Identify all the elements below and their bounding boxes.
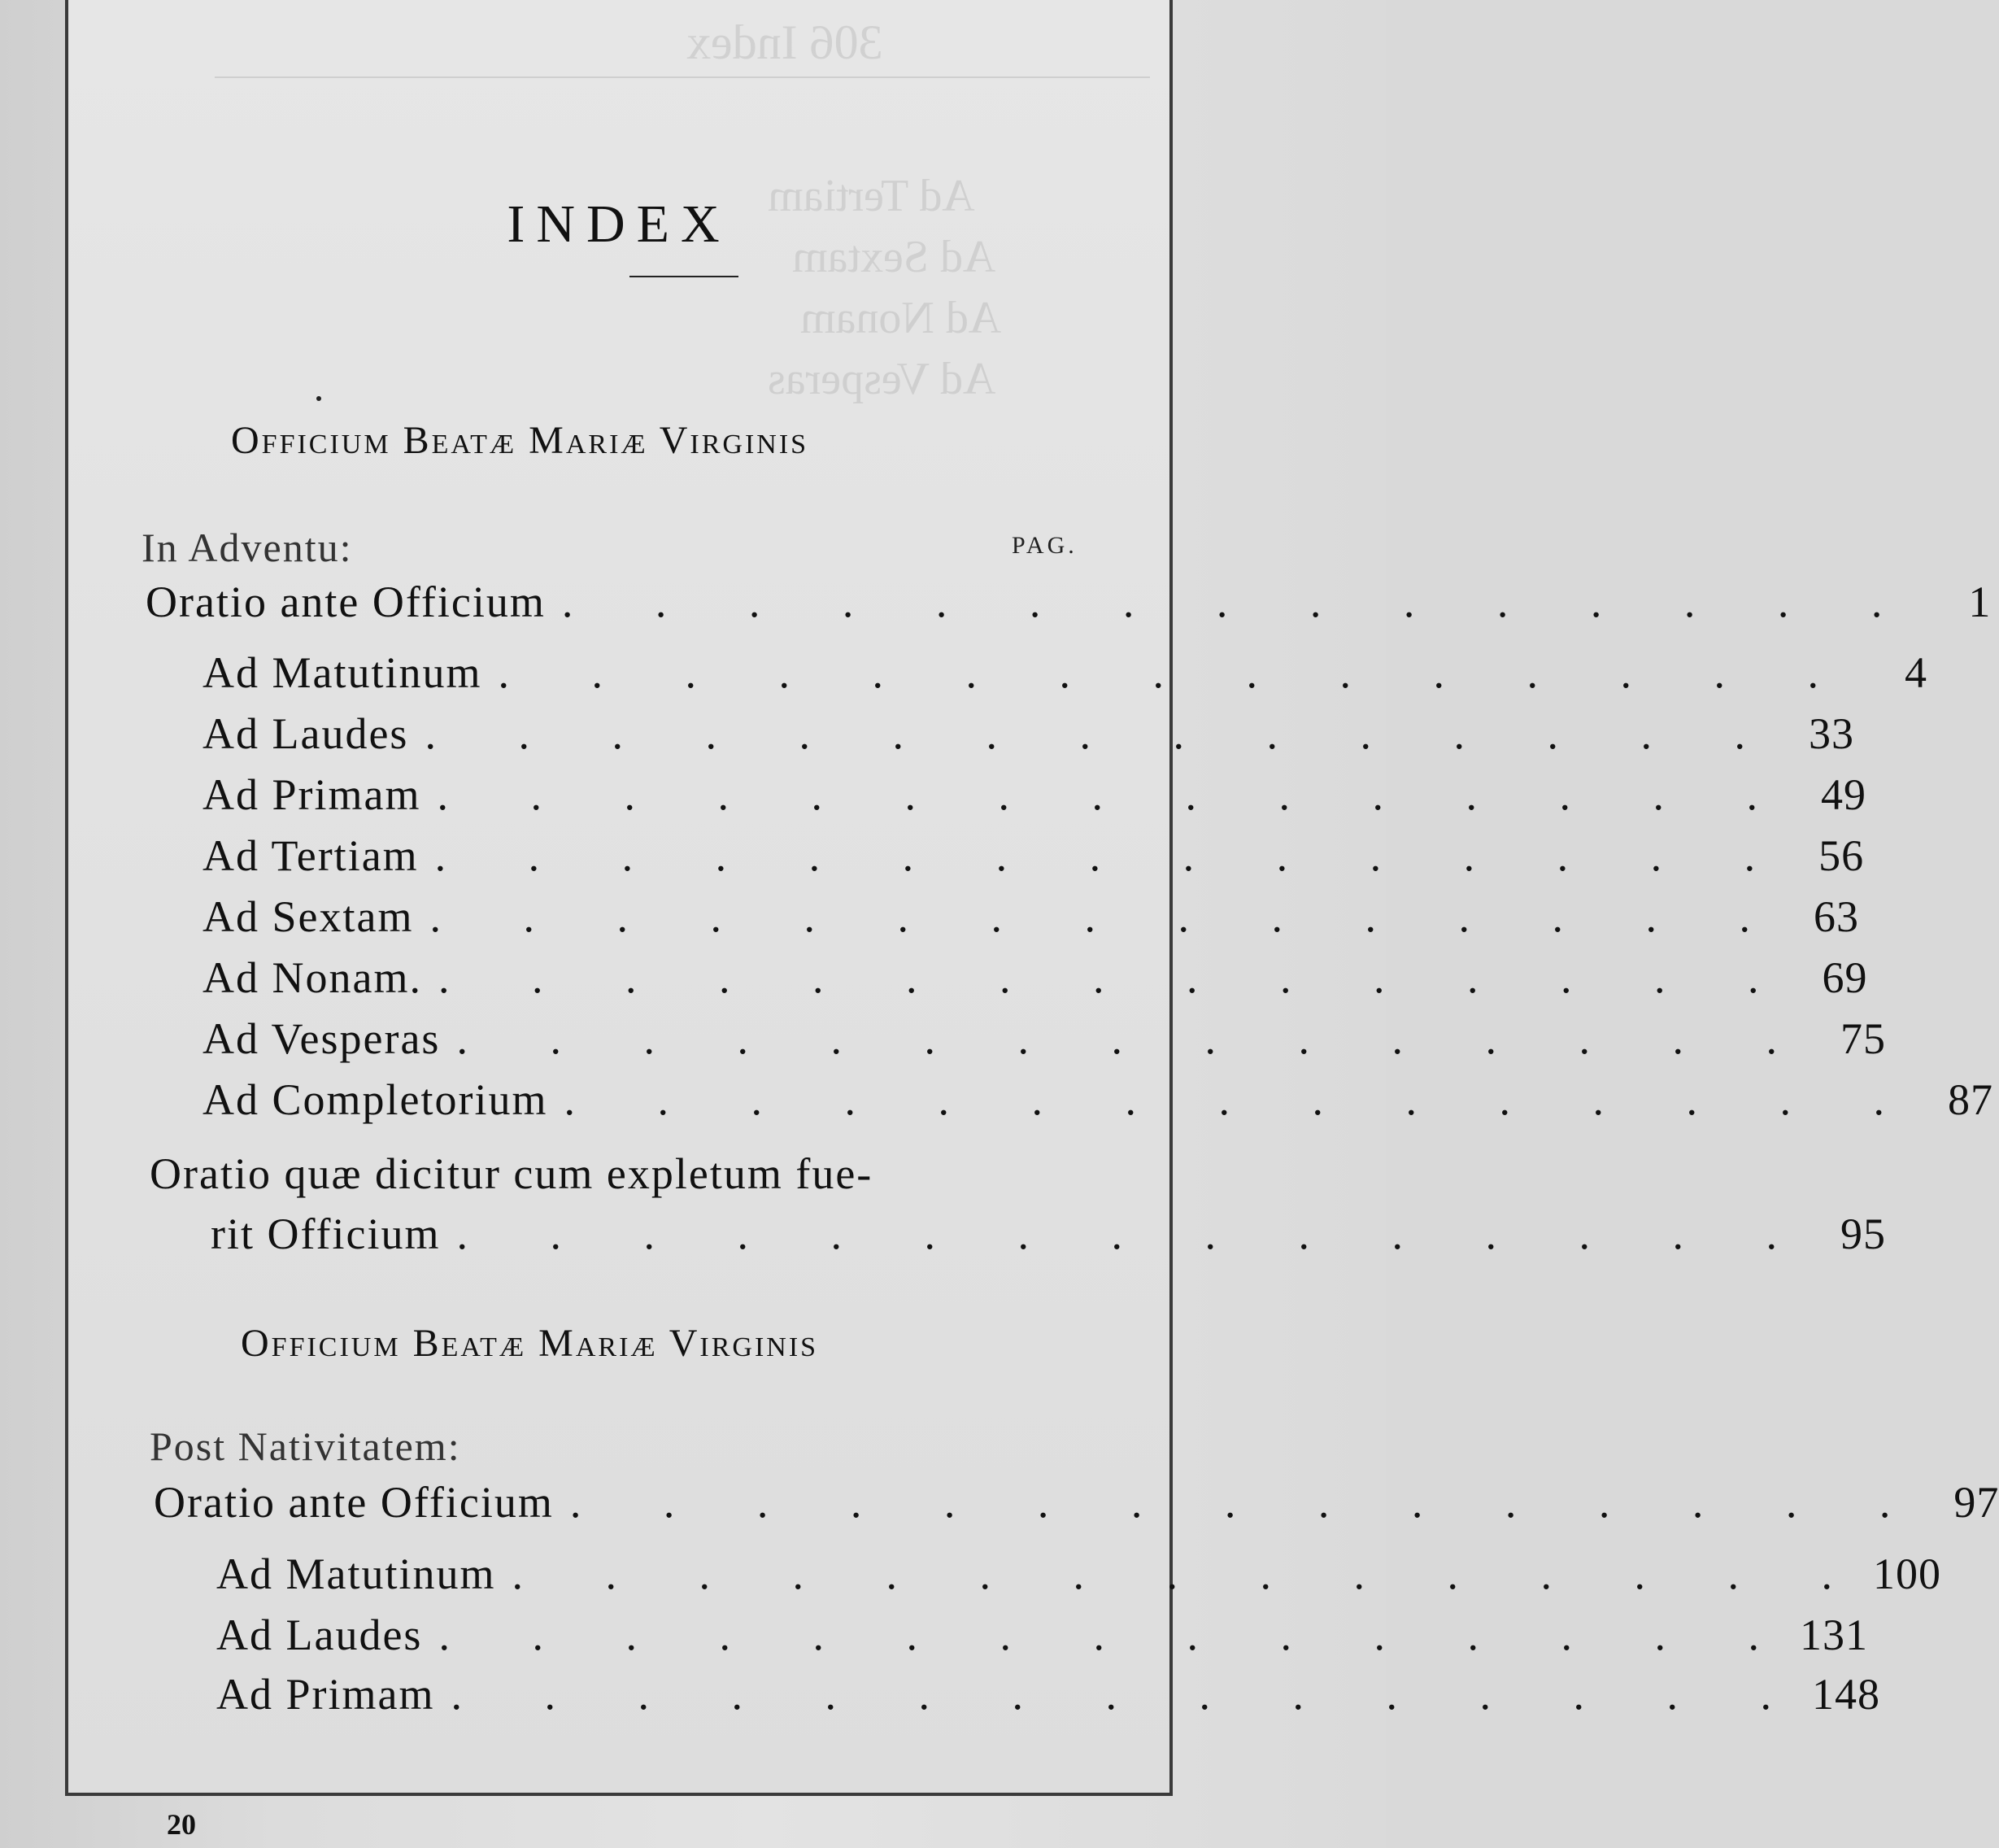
book-page <box>65 0 1999 1796</box>
leader-dots: . . . . . . . . . . . . . . . <box>564 1075 1920 1124</box>
show-through-line: Ad Nonam <box>800 293 1002 343</box>
show-through-running-head <box>215 11 1150 78</box>
entry-page: 87 <box>1947 1075 1993 1124</box>
entry-page: 97 <box>1953 1478 1999 1527</box>
entry-page: 56 <box>1818 831 1865 880</box>
entry-page: 4 <box>1905 648 1927 697</box>
entry-title: Ad Laudes <box>216 1610 423 1659</box>
leader-dots: . . . . . . . . . . . . . . . <box>456 1209 1813 1258</box>
entry-page: 95 <box>1840 1209 1886 1258</box>
subheading-post-nativitatem: Post Nativitatem: <box>150 1423 461 1469</box>
entry-page: 33 <box>1808 709 1854 758</box>
leader-dots: . . . . . . . . . . . . . . . <box>456 1014 1813 1063</box>
index-entry <box>146 577 1992 627</box>
index-entry <box>203 647 1927 698</box>
entry-title: Ad Matutinum <box>203 648 482 697</box>
index-entry <box>216 1669 1880 1719</box>
entry-title: Oratio ante Officium <box>146 578 546 626</box>
index-entry <box>203 830 1865 881</box>
entry-page: 148 <box>1812 1670 1880 1719</box>
index-entry <box>216 1549 1941 1599</box>
index-entry <box>203 769 1866 820</box>
entry-title: Ad Nonam. <box>203 953 422 1002</box>
show-through-head-text: 306 Index <box>686 15 883 69</box>
leader-dots: . . . . . . . . . . . . . . . <box>569 1478 1927 1527</box>
entry-page: 75 <box>1840 1014 1886 1063</box>
entry-title: Ad Vesperas <box>203 1014 441 1063</box>
entry-title: Ad Tertiam <box>203 831 419 880</box>
entry-title: Ad Completorium <box>203 1075 548 1124</box>
index-entry <box>203 952 1868 1003</box>
leader-dots: . . . . . . . . . . . . . . . <box>438 953 1795 1002</box>
leader-dots: . . . . . . . . . . . . . . . <box>425 709 1781 758</box>
entry-title: Ad Sextam <box>203 892 414 941</box>
entry-page: 69 <box>1822 953 1868 1002</box>
leader-dots: . . . . . . . . . . . . . . . <box>438 1610 1795 1659</box>
index-entry <box>154 1477 1999 1528</box>
entry-page: 100 <box>1873 1549 1941 1598</box>
entry-title: Ad Laudes <box>203 709 409 758</box>
section-heading-advent: Officium Beatæ Mariæ Virginis <box>231 419 809 462</box>
section-heading-nativity: Officium Beatæ Mariæ Virginis <box>241 1322 819 1365</box>
entry-page: 131 <box>1799 1610 1868 1659</box>
title-divider <box>629 276 738 277</box>
leader-dots: . . . . . . . . . . . . . . . <box>429 892 1786 941</box>
leader-dots: . . . . . . . . . . . . . . . <box>451 1670 1807 1719</box>
stray-dot <box>316 396 321 401</box>
index-entry <box>216 1610 1868 1660</box>
entry-title: Ad Primam <box>216 1670 435 1719</box>
page-number: 20 <box>167 1808 196 1841</box>
page-column-label: PAG. <box>1012 532 1078 559</box>
index-entry <box>203 1074 1993 1125</box>
entry-page: 1 <box>1968 578 1992 626</box>
index-entry <box>203 708 1854 759</box>
entry-page: 63 <box>1813 892 1859 941</box>
leader-dots: . . . . . . . . . . . . . . . <box>512 1549 1868 1598</box>
subheading-in-adventu: In Adventu: <box>142 525 353 570</box>
leader-dots: . . . . . . . . . . . . . . . <box>498 648 1854 697</box>
show-through-line: Ad Vesperas <box>768 354 996 404</box>
leader-dots: . . . . . . . . . . . . . . . <box>437 770 1793 819</box>
entry-title: Ad Matutinum <box>216 1549 496 1598</box>
closing-prayer-line1: Oratio quæ dicitur cum expletum fue- <box>150 1149 873 1198</box>
show-through-line: Ad Sextam <box>792 232 996 282</box>
entry-title: rit Officium <box>211 1209 441 1258</box>
leader-dots: . . . . . . . . . . . . . . . <box>561 578 1918 626</box>
page-title: INDEX <box>507 194 731 255</box>
entry-title: Oratio ante Officium <box>154 1478 554 1527</box>
leader-dots: . . . . . . . . . . . . . . . <box>434 831 1792 880</box>
index-entry <box>203 891 1859 942</box>
index-entry <box>211 1209 1886 1259</box>
index-entry <box>203 1013 1886 1064</box>
entry-title: Ad Primam <box>203 770 421 819</box>
show-through-line: Ad Tertiam <box>768 171 975 221</box>
entry-page: 49 <box>1821 770 1866 819</box>
